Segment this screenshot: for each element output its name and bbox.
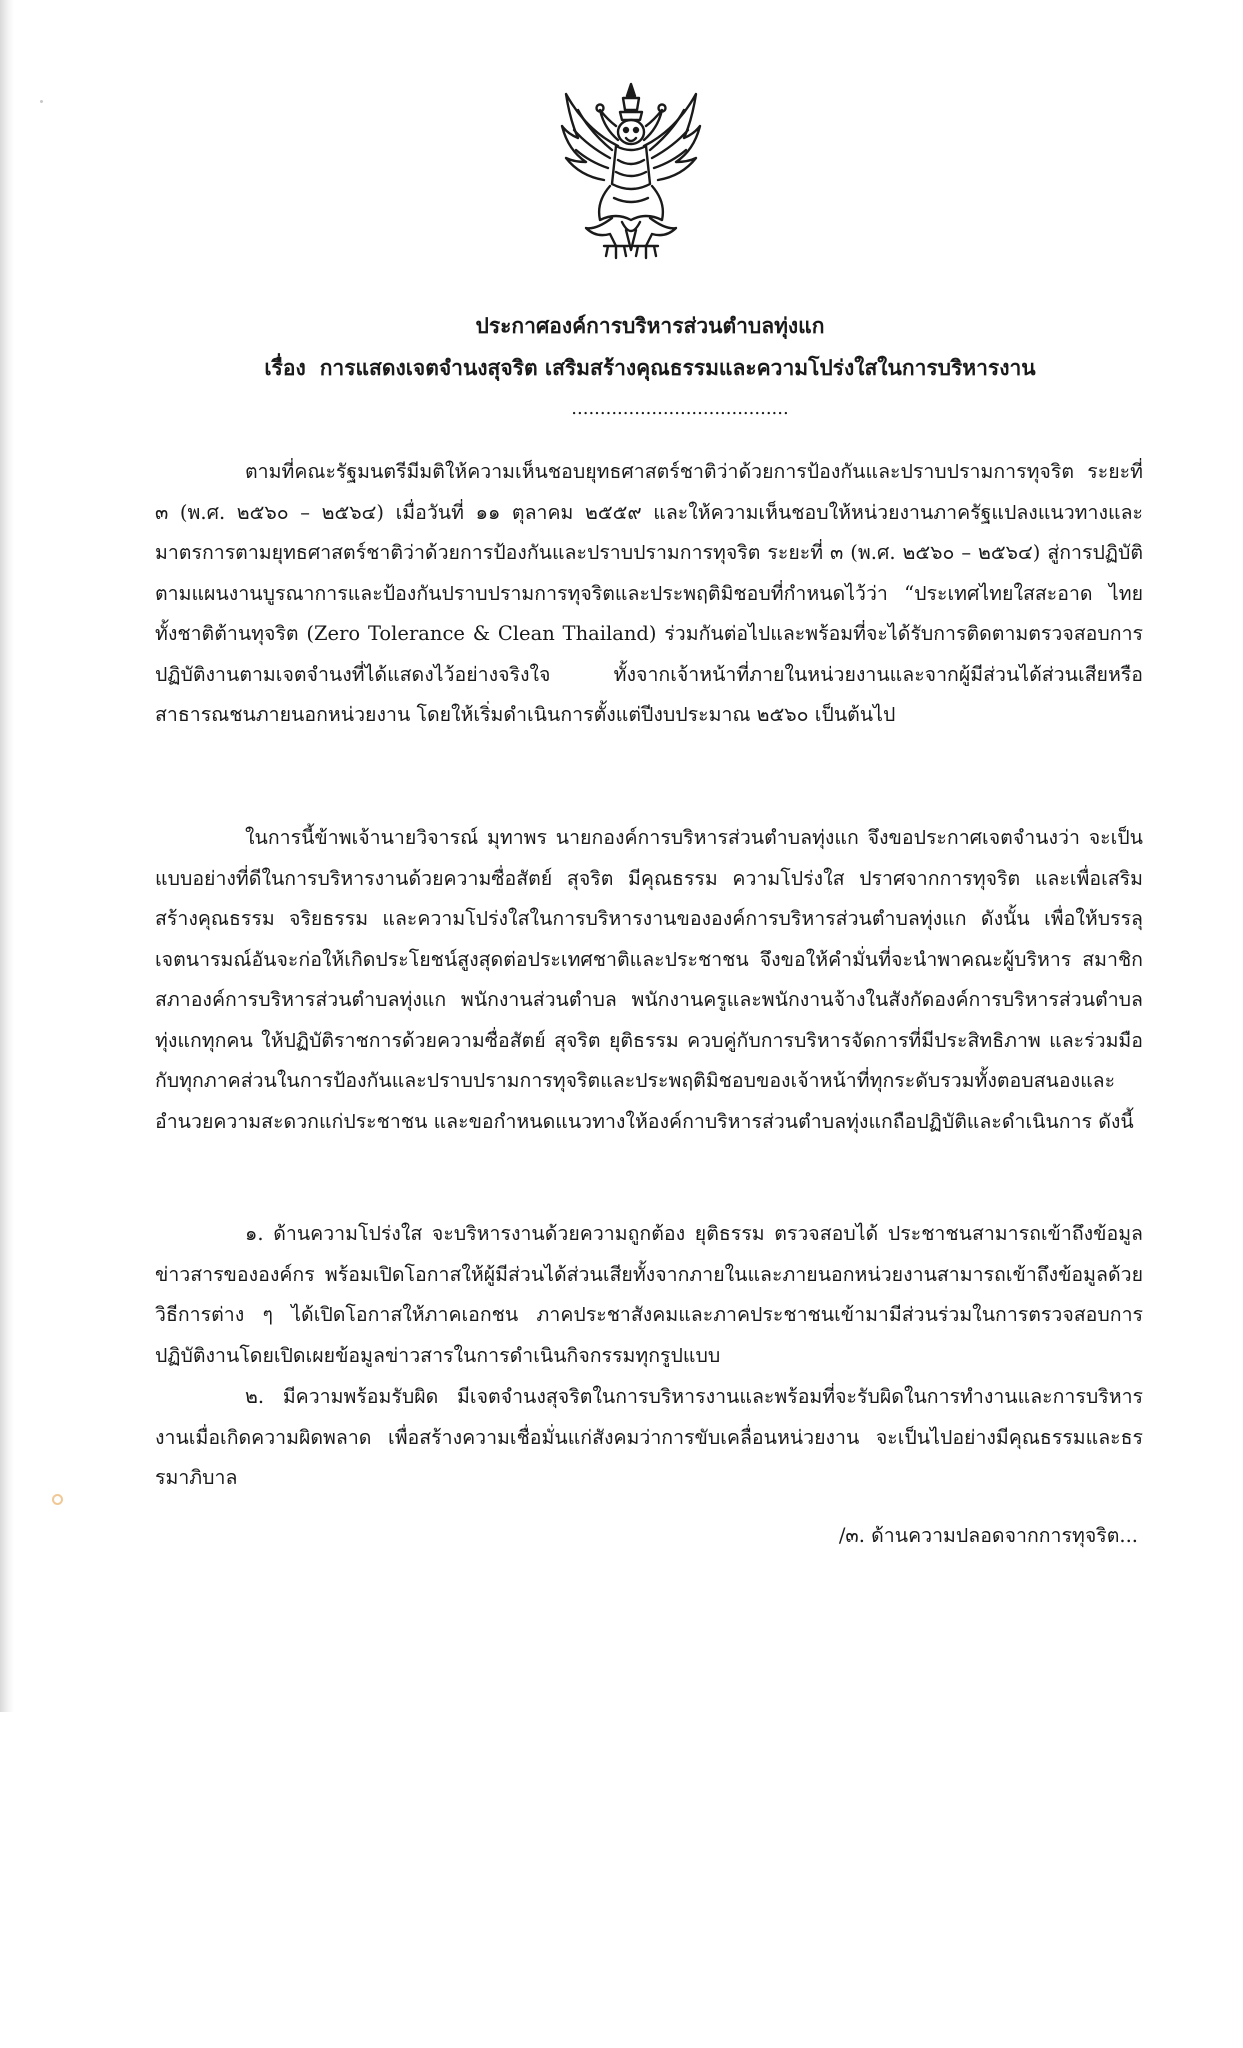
scan-left-edge	[0, 0, 14, 1712]
paragraph-4-accountability	[155, 1377, 1143, 1499]
continuation-note: /๓. ด้านความปลอดจากการทุจริต...	[838, 1524, 1138, 1547]
garuda-emblem	[556, 80, 706, 265]
scan-speck	[52, 1494, 63, 1505]
subject-text: การแสดงเจตจำนงสุจริต เสริมสร้างคุณธรรมและความโปร่งใสในการบริหารงาน	[319, 355, 1036, 380]
document-subject	[150, 347, 1150, 389]
paragraph-2	[155, 818, 1143, 1142]
document-heading	[150, 305, 1150, 429]
document-title: ประกาศองค์การบริหารส่วนตำบลทุ่งแก	[475, 313, 825, 338]
scan-speck	[40, 100, 43, 103]
subject-label: เรื่อง	[264, 355, 306, 380]
paragraph-text: ตามที่คณะรัฐมนตรีมีมติให้ความเห็นชอบยุทธศาสตร์ชาติว่าด้วยการป้องกันและปราบปรามการทุจริต ระยะที่ ๓ (พ.ศ. ๒๕๖๐ – ๒๕๖๔) เมื่อวันที่ ๑๑ ตุลาคม ๒๕๕๙ และให้ความเห็นชอบให้หน่วยงานภาครัฐแปลงแนวทางและมาตรการตามยุทธศาสตร์ชาติว่าด้วยการป้องกันและปราบปรามการทุจริต ระยะที่ ๓ (พ.ศ. ๒๕๖๐ – ๒๕๖๔) สู่การปฏิบัติตามแผนงานบูรณาการและป้องกันปราบปรามการทุจริตและประพฤติมิชอบที่กำหนดไว้ว่า “ประเทศไทยใสสะอาด ไทยทั้งชาติต้านทุจริต (Zero Tolerance & Clean Thailand) ร่วมกันต่อไปและพร้อมที่จะได้รับการติดตามตรวจสอบการปฏิบัติงานตามเจตจำนงที่ได้แสดงไว้อย่างจริงใจ ทั้งจากเจ้าหน้าที่ภายในหน่วยงานและจากผู้มีส่วนได้ส่วนเสียหรือสาธารณชนภายนอกหน่วยงาน โดยให้เริ่มดำเนินการตั้งแต่ปีงบประมาณ ๒๕๖๐ เป็นต้นไป	[155, 460, 1143, 726]
heading-divider: ......................................	[571, 398, 789, 419]
paragraph-text: ในการนี้ข้าพเจ้านายวิจารณ์ มุทาพร นายกองค์การบริหารส่วนตำบลทุ่งแก จึงขอประกาศเจตจำนงว่า จะเป็นแบบอย่างที่ดีในการบริหารงานด้วยความซื่อสัตย์ สุจริต มีคุณธรรม ความโปร่งใส ปราศจากการทุจริต และเพื่อเสริมสร้างคุณธรรม จริยธรรม และความโปร่งใสในการบริหารงานขององค์การบริหารส่วนตำบลทุ่งแก ดังนั้น เพื่อให้บรรลุเจตนารมณ์อันจะก่อให้เกิดประโยชน์สูงสุดต่อประเทศชาติและประชาชน จึงขอให้คำมั่นที่จะนำพาคณะผู้บริหาร สมาชิกสภาองค์การบริหารส่วนตำบลทุ่งแก พนักงานส่วนตำบล พนักงานครูและพนักงานจ้างในสังกัดองค์การบริหารส่วนตำบลทุ่งแกทุกคน ให้ปฏิบัติราชการด้วยความซื่อสัตย์ สุจริต ยุติธรรม ควบคู่กับการบริหารจัดการที่มีประสิทธิภาพ และร่วมมือกับทุกภาคส่วนในการป้องกันและปราบปรามการทุจริตและประพฤติมิชอบของเจ้าหน้าที่ทุกระดับรวมทั้งตอบสนองและอำนวยความสะดวกแก่ประชาชน และขอกำหนดแนวทางให้องค์กาบริหารส่วนตำบลทุ่งแกถือปฏิบัติและดำเนินการ ดังนี้	[155, 826, 1143, 1133]
paragraph-1	[155, 452, 1143, 736]
paragraph-3-transparency	[155, 1214, 1143, 1376]
paragraph-text: ๒. มีความพร้อมรับผิด มีเจตจำนงสุจริตในการบริหารงานและพร้อมที่จะรับผิดในการทำงานและการบริหารงานเมื่อเกิดความผิดพลาด เพื่อสร้างความเชื่อมั่นแก่สังคมว่าการขับเคลื่อนหน่วยงาน จะเป็นไปอย่างมีคุณธรรมและธรรมาภิบาล	[155, 1385, 1143, 1489]
paragraph-text: ๑. ด้านความโปร่งใส จะบริหารงานด้วยความถูกต้อง ยุติธรรม ตรวจสอบได้ ประชาชนสามารถเข้าถึงข้อมูลข่าวสารขององค์กร พร้อมเปิดโอกาสให้ผู้มีส่วนได้ส่วนเสียทั้งจากภายในและภายนอกหน่วยงานสามารถเข้าถึงข้อมูลด้วยวิธีการต่าง ๆ ได้เปิดโอกาสให้ภาคเอกชน ภาคประชาสังคมและภาคประชาชนเข้ามามีส่วนร่วมในการตรวจสอบการปฏิบัติงานโดยเปิดเผยข้อมูลข่าวสารในการดำเนินกิจกรรมทุกรูปแบบ	[155, 1222, 1143, 1367]
